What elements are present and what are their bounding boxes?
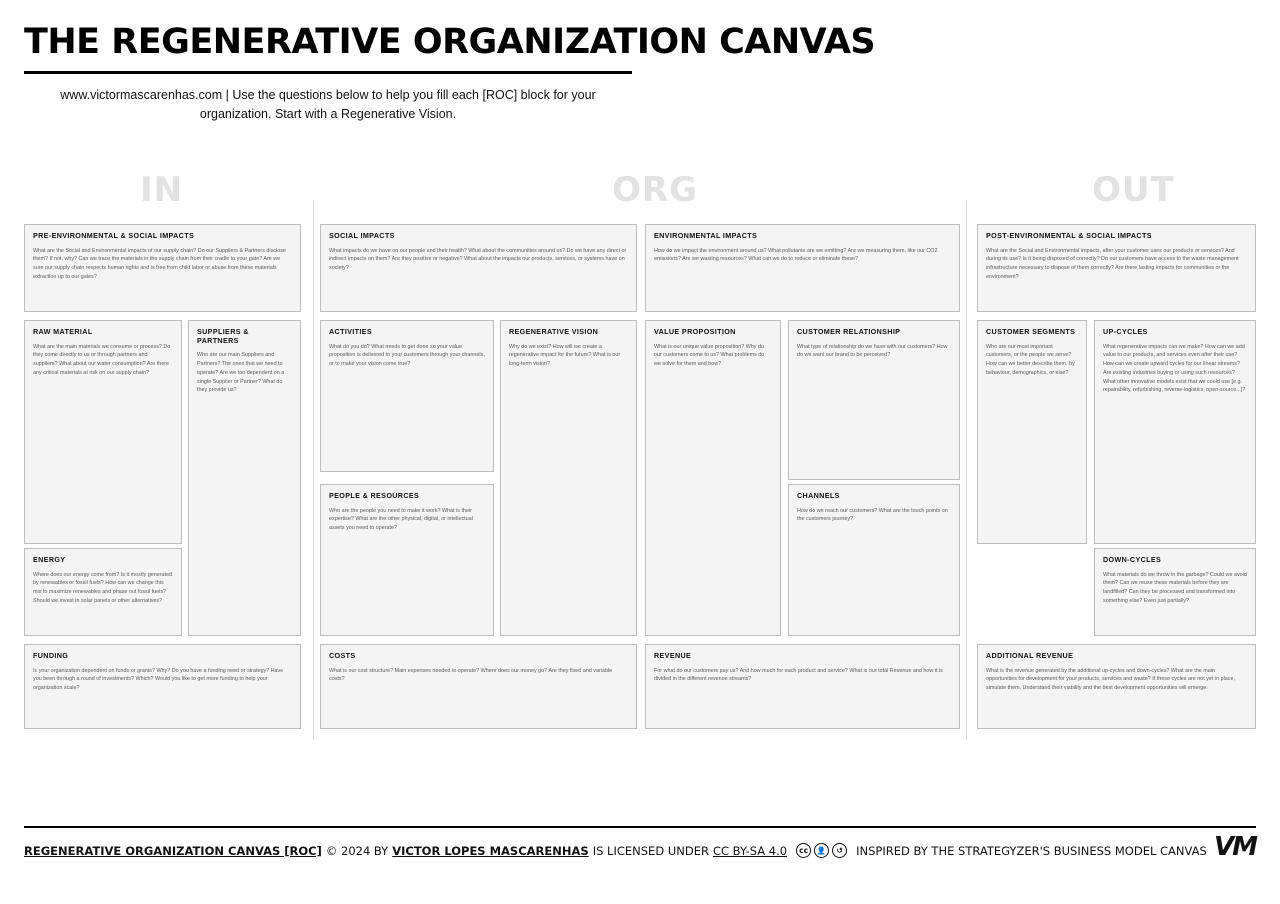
block-additional-revenue[interactable] (977, 644, 1256, 729)
column-divider-org-out (966, 200, 967, 740)
block-revenue[interactable] (645, 644, 960, 729)
block-body: Who are our most important customers, or the people we serve? How can we better describe them, by behaviour, demographics, or else? (986, 343, 1075, 376)
block-suppliers-and-partners[interactable] (188, 320, 301, 636)
block-title: ENVIRONMENTAL IMPACTS (654, 231, 758, 240)
block-energy[interactable] (24, 548, 182, 636)
footer-author: VICTOR LOPES MASCARENHAS (392, 843, 589, 858)
block-body: What is our cost structure? Main expenses needed to operate? Where does our money go? Are they fixed and variable costs? (329, 667, 613, 683)
cc-icon: cc (796, 843, 811, 858)
block-title: REVENUE (654, 651, 692, 660)
block-title: CUSTOMER RELATIONSHIP (797, 327, 901, 336)
block-value-proposition[interactable] (645, 320, 781, 636)
block-body: Who are our main Suppliers and Partners? The ones that we need to operate? Are we too dependent on a single Supplier or Partner? What do they provide us? (197, 352, 285, 394)
block-raw-material[interactable] (24, 320, 182, 544)
block-body: What are the Social and Environmental impacts, after your customer uses our products or services? And during its use? Is it being disposed of correctly? Do our customers have access to the waste management infrastructure necessary to dispose of them correctly? Are there lasting impacts for communities or the environment? (986, 247, 1239, 280)
author-logo: VM (1214, 832, 1256, 862)
block-title: REGENERATIVE VISION (509, 327, 599, 336)
page-subtitle: www.victormascarenhas.com | Use the questions below to help you fill each [ROC] block for your organization. Start with a Regenerative Vision. (60, 87, 596, 122)
block-title: POST-ENVIRONMENTAL & SOCIAL IMPACTS (986, 231, 1152, 240)
block-title: PRE-ENVIRONMENTAL & SOCIAL IMPACTS (33, 231, 195, 240)
block-body: What impacts do we have on our people and their health? What about the communities around us? Do we have any direct or indirect impacts on them? Are they positive or negative? What about the impacts our products, services, or systems have on society? (329, 247, 627, 272)
block-body: What regenerative impacts can we make? How can we add value to our products, and services even after their use? How can we create upward cycles for our linear streams? Are existing industries buying or using such resources? What other innovative models exist that we could use [e.g. repairability, refurbishing, reverse-logistics, open-source...]? (1103, 343, 1246, 394)
block-customer-segments[interactable] (977, 320, 1087, 544)
footer-canvas-name: REGENERATIVE ORGANIZATION CANVAS [ROC] (24, 843, 322, 858)
creative-commons-badges (796, 843, 847, 858)
block-pre-environmental-and-social-impacts[interactable] (24, 224, 301, 312)
cc-sa-icon: ↺ (832, 843, 847, 858)
block-title: ACTIVITIES (329, 327, 373, 336)
footer (24, 843, 1207, 858)
footer-license-link[interactable]: CC BY-SA 4.0 (712, 843, 788, 858)
block-title: CHANNELS (797, 491, 840, 500)
column-header-in: IN (140, 170, 184, 210)
block-title: FUNDING (33, 651, 69, 660)
block-title: PEOPLE & RESOURCES (329, 491, 420, 500)
block-body: How do we reach our customers? What are the touch points on the customers journey? (797, 507, 948, 523)
page-header (24, 22, 876, 125)
block-title: RAW MATERIAL (33, 327, 93, 336)
block-title: ENERGY (33, 555, 66, 564)
block-title: COSTS (329, 651, 356, 660)
block-body: What type of relationship do we have with our customers? How do we want our brand to be perceived? (797, 343, 948, 359)
block-regenerative-vision[interactable] (500, 320, 637, 636)
block-body: What is the revenue generated by the additional up-cycles and down-cycles? What are the main opportunities for development for your products, services and waste? If these cycles are not yet in place, simulate them. Understand their viability and the best development opportunities will emerge. (986, 667, 1235, 692)
footer-license-prefix: IS LICENSED UNDER (592, 843, 709, 858)
block-body: For what do our customers pay us? And how much for each product and service? What is our total Revenue and how it is divided in the different revenue streams? (654, 667, 943, 683)
block-body: Where does our energy come from? Is it mostly generated by renewables or fossil fuels? How can we change this mix to maximize renewables and phase out fossil fuels? Should we invest in solar panels or other alternatives? (33, 571, 173, 604)
block-up-cycles[interactable] (1094, 320, 1256, 544)
block-body: How do we impact the environment around us? What pollutants are we emitting? Are we measuring them, like our CO2 emissions? Are we wasting resources? What can we do to reduce or eliminate these? (654, 247, 938, 263)
block-title: UP-CYCLES (1103, 327, 1148, 336)
block-social-impacts[interactable] (320, 224, 637, 312)
block-title: VALUE PROPOSITION (654, 327, 736, 336)
block-body: What are the main materials we consume or process? Do they come directly to us or through partners and suppliers? What about our water consumption? Are there any critical materials at risk on our supply chain? (33, 343, 171, 376)
block-post-environmental-and-social-impacts[interactable] (977, 224, 1256, 312)
block-body: Why do we exist? How will we create a regenerative impact for the future? What is our long-term vision? (509, 343, 621, 368)
column-divider-in-org (313, 200, 314, 740)
block-body: Is your organization dependent on funds or grants? Why? Do you have a funding need or strategy? Have you been through a round of investments? Which? Would you like to get more funding to help your organization scale? (33, 667, 284, 692)
block-body: What do you do? What needs to get done so your value proposition is delivered to your customers through your channels, or to make your vision come true? (329, 343, 485, 368)
block-activities[interactable] (320, 320, 494, 472)
block-costs[interactable] (320, 644, 637, 729)
block-environmental-impacts[interactable] (645, 224, 960, 312)
block-body: What materials do we throw in the garbage? Could we avoid them? Can we reuse these materials before they are landfilled? Can they be processed and transformed into something else? Even just partially? (1103, 571, 1247, 604)
footer-inspired-by: INSPIRED BY THE STRATEGYZER'S BUSINESS MODEL CANVAS (856, 843, 1207, 858)
footer-divider (24, 826, 1256, 828)
block-people-and-resources[interactable] (320, 484, 494, 636)
title-divider (24, 71, 632, 74)
block-title: CUSTOMER SEGMENTS (986, 327, 1076, 336)
block-title: DOWN-CYCLES (1103, 555, 1162, 564)
block-title: SUPPLIERS & PARTNERS (197, 327, 249, 345)
column-header-org: ORG (612, 170, 698, 210)
block-body: What is our unique value proposition? Why do our customers come to us? What problems do we solve for them and how? (654, 343, 765, 368)
block-title: ADDITIONAL REVENUE (986, 651, 1074, 660)
cc-by-icon: 👤 (814, 843, 829, 858)
block-body: What are the Social and Environmental impacts of our supply chain? Do our Suppliers & Partners disclose them? If not, why? Can we trace the materials in the supply chain from their cradle to your gate? Are we sure our supply chain respects human rights and is free from child labor or abuse from these materials extraction up to our gates? (33, 247, 286, 280)
block-channels[interactable] (788, 484, 960, 636)
block-title: SOCIAL IMPACTS (329, 231, 395, 240)
block-customer-relationship[interactable] (788, 320, 960, 480)
block-body: Who are the people you need to make it work? What is their expertise? What are the other physical, digital, or intellectual assets you need to operate? (329, 507, 473, 532)
block-down-cycles[interactable] (1094, 548, 1256, 636)
block-funding[interactable] (24, 644, 301, 729)
footer-copyright: © 2024 BY (325, 843, 389, 858)
column-header-out: OUT (1092, 170, 1175, 210)
page-title: THE REGENERATIVE ORGANIZATION CANVAS (24, 22, 876, 62)
